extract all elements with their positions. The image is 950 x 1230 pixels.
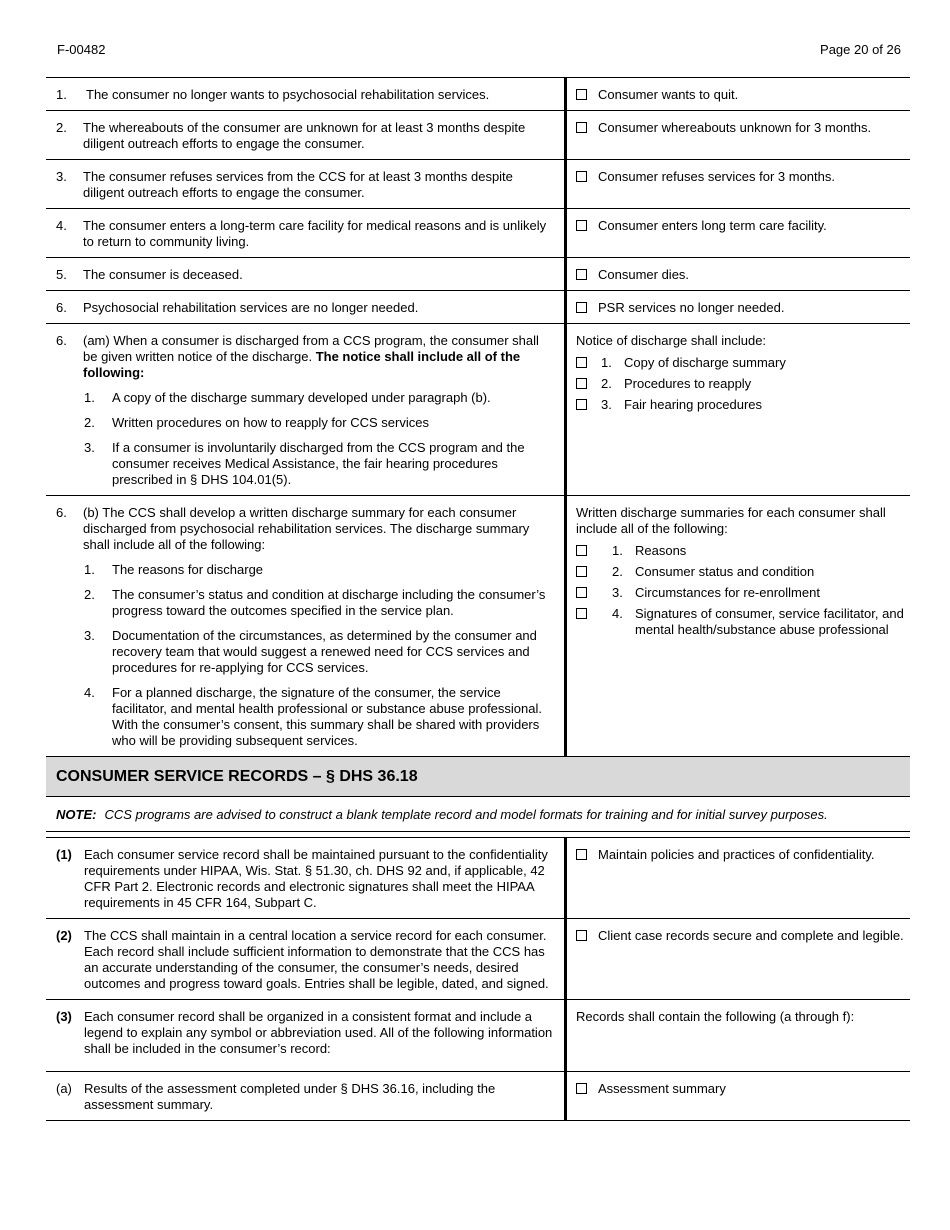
checkbox[interactable]: [576, 399, 587, 410]
checkbox-label: Consumer dies.: [598, 267, 690, 282]
checklist-intro: Notice of discharge shall include:: [576, 333, 767, 348]
checkbox-label: Signatures of consumer, service facilitator, and mental health/substance abuse professional: [635, 606, 904, 637]
checkbox[interactable]: [576, 849, 587, 860]
row-number: (3): [56, 1009, 72, 1024]
table-row: [46, 209, 910, 258]
table-row: [46, 111, 910, 160]
row-number: 6.: [56, 333, 67, 348]
checkbox-label: Maintain policies and practices of confidentiality.: [598, 847, 875, 862]
row-text: (b) The CCS shall develop a written discharge summary for each consumer discharged from psychosocial rehabilitation services. The discharge summary shall include all of the following:: [83, 505, 530, 552]
row-text: The consumer refuses services from the CCS for at least 3 months despite diligent outreach efforts to engage the consumer.: [83, 169, 513, 200]
checkbox[interactable]: [576, 608, 587, 619]
sub-text: The consumer’s status and condition at discharge including the consumer’s progress toward the outcomes specified in the service plan.: [112, 587, 546, 618]
row-text: The consumer no longer wants to psychosocial rehabilitation services.: [86, 87, 490, 102]
checkbox[interactable]: [576, 545, 587, 556]
checkbox[interactable]: [576, 357, 587, 368]
sub-text: A copy of the discharge summary developed under paragraph (b).: [112, 390, 491, 405]
checkbox[interactable]: [576, 378, 587, 389]
check-number: 3.: [612, 585, 623, 600]
table-row: [46, 258, 910, 291]
discharge-summary-row: [46, 496, 910, 757]
row-text: The whereabouts of the consumer are unknown for at least 3 months despite diligent outreach efforts to engage the consumer.: [83, 120, 526, 151]
table-row: [46, 1072, 910, 1121]
discharge-notice-row: [46, 324, 910, 496]
row-number: 4.: [56, 218, 67, 233]
records-contain-note: Records shall contain the following (a through f):: [576, 1009, 855, 1024]
check-number: 2.: [601, 376, 612, 391]
checkbox[interactable]: [576, 122, 587, 133]
sub-number: 1.: [84, 390, 95, 405]
checkbox-label: Procedures to reapply: [624, 376, 752, 391]
check-number: 2.: [612, 564, 623, 579]
checkbox-label: PSR services no longer needed.: [598, 300, 785, 315]
checkbox-label: Copy of discharge summary: [624, 355, 786, 370]
row-text: Results of the assessment completed under § DHS 36.16, including the assessment summary.: [84, 1081, 496, 1112]
checkbox[interactable]: [576, 302, 587, 313]
sub-number: 2.: [84, 415, 95, 430]
note-text: CCS programs are advised to construct a blank template record and model formats for training and for initial survey purposes.: [104, 807, 828, 822]
table-row: [46, 291, 910, 324]
checkbox[interactable]: [576, 220, 587, 231]
page-number: Page 20 of 26: [820, 42, 901, 57]
checkbox-label: Assessment summary: [598, 1081, 726, 1096]
check-number: 1.: [612, 543, 623, 558]
table-row: [46, 160, 910, 209]
table-row: [46, 1000, 910, 1072]
row-number: (1): [56, 847, 72, 862]
checkbox[interactable]: [576, 566, 587, 577]
checkbox-label: Circumstances for re-enrollment: [635, 585, 820, 600]
row-text: The consumer enters a long-term care facility for medical reasons and is unlikely to return to community living.: [83, 218, 547, 249]
row-number: 2.: [56, 120, 67, 135]
checkbox-label: Consumer refuses services for 3 months.: [598, 169, 835, 184]
sub-number: 3.: [84, 628, 95, 643]
sub-number: 1.: [84, 562, 95, 577]
criteria-table: [46, 77, 910, 1121]
sub-number: 2.: [84, 587, 95, 602]
row-text-bold: The notice shall include all of the following:: [83, 349, 521, 380]
row-text: The CCS shall maintain in a central location a service record for each consumer. Each record shall include sufficient information to demonstrate that the CCS has an accurate understanding of the consumer, the consumer’s needs, desired outcomes and progress toward goals. Entries shall be legible, dated, and signed.: [84, 928, 549, 991]
row-number: 5.: [56, 267, 67, 282]
table-row: [46, 919, 910, 1000]
sub-text: If a consumer is involuntarily discharged from the CCS program and the consumer receives Medical Assistance, the fair hearing procedures prescribed in § DHS 104.01(5).: [112, 440, 525, 487]
section-title: CONSUMER SERVICE RECORDS – § DHS 36.18: [46, 757, 910, 797]
checklist-intro: Written discharge summaries for each consumer shall include all of the following:: [576, 505, 886, 536]
sub-number: 3.: [84, 440, 95, 455]
checkbox-label: Reasons: [635, 543, 687, 558]
row-number: 3.: [56, 169, 67, 184]
checkbox[interactable]: [576, 1083, 587, 1094]
sub-text: For a planned discharge, the signature of the consumer, the service facilitator, and mental health professional or substance abuse professional. With the consumer’s consent, this summary shall be shared with providers who will be providing subsequent services.: [112, 685, 542, 748]
row-text: Each consumer record shall be organized in a consistent format and include a legend to explain any symbol or abbreviation used. All of the following information shall be included in the consumer’s record:: [84, 1009, 553, 1056]
row-text: The consumer is deceased.: [83, 267, 243, 282]
form-id: F-00482: [57, 42, 106, 57]
sub-text: Written procedures on how to reapply for CCS services: [112, 415, 429, 430]
checkbox-label: Consumer enters long term care facility.: [598, 218, 827, 233]
checkbox-label: Consumer whereabouts unknown for 3 months.: [598, 120, 872, 135]
table-row: [46, 837, 910, 919]
sub-number: 4.: [84, 685, 95, 700]
checkbox[interactable]: [576, 930, 587, 941]
sub-text: The reasons for discharge: [112, 562, 264, 577]
section-note: [46, 797, 910, 832]
checkbox[interactable]: [576, 587, 587, 598]
row-text: (am) When a consumer is discharged from a CCS program, the consumer shall be given written notice of the discharge.: [83, 333, 539, 364]
row-number: (a): [56, 1081, 72, 1096]
checkbox-label: Fair hearing procedures: [624, 397, 763, 412]
sub-text: Documentation of the circumstances, as determined by the consumer and recovery team that would suggest a renewed need for CCS services and procedures for re-applying for CCS services.: [112, 628, 537, 675]
checkbox[interactable]: [576, 269, 587, 280]
checkbox-label: Consumer status and condition: [635, 564, 815, 579]
checkbox-label: Client case records secure and complete and legible.: [598, 928, 904, 943]
checkbox-label: Consumer wants to quit.: [598, 87, 739, 102]
table-row: [46, 77, 910, 111]
check-number: 3.: [601, 397, 612, 412]
check-number: 4.: [612, 606, 623, 621]
checkbox[interactable]: [576, 171, 587, 182]
row-text: Each consumer service record shall be maintained pursuant to the confidentiality requirements under HIPAA, Wis. Stat. § 51.30, ch. DHS 92 and, if applicable, 42 CFR Part 2. Electronic records and electronic signatures shall meet the HIPAA requirements in 45 CFR 164, Subpart C.: [84, 847, 548, 910]
note-label: NOTE:: [56, 807, 97, 822]
row-number: 6.: [56, 505, 67, 520]
check-number: 1.: [601, 355, 612, 370]
row-number: 1.: [56, 87, 67, 102]
row-number: 6.: [56, 300, 67, 315]
row-number: (2): [56, 928, 72, 943]
checkbox[interactable]: [576, 89, 587, 100]
row-text: Psychosocial rehabilitation services are no longer needed.: [83, 300, 419, 315]
